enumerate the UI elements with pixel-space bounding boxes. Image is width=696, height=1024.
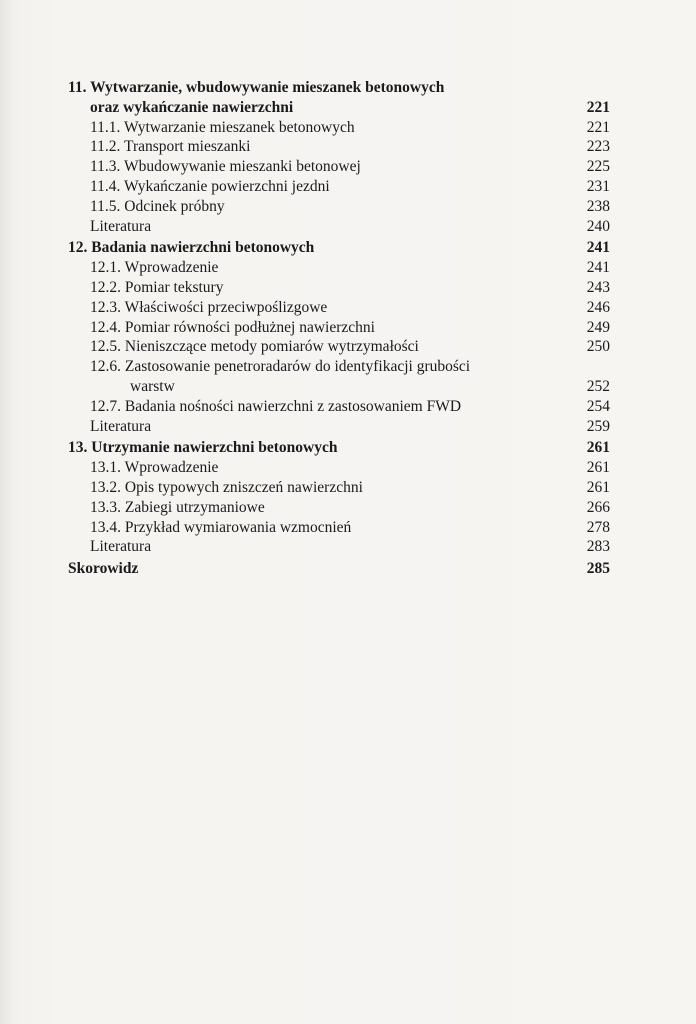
toc-entry-12-6 <box>68 377 610 397</box>
entry-title: 12.4. Pomiar równości podłużnej nawierzchni <box>90 318 375 336</box>
chapter-13-title: 13. Utrzymanie nawierzchni betonowych <box>68 439 338 457</box>
toc-entry <box>68 318 610 338</box>
entry-page: 241 <box>586 259 610 277</box>
toc-entry <box>68 518 610 538</box>
entry-page: 261 <box>586 459 610 477</box>
chapter-11-heading <box>68 98 610 118</box>
entry-page: 259 <box>586 417 610 435</box>
entry-title: 12.7. Badania nośności nawierzchni z zastosowaniem FWD <box>90 397 462 415</box>
entry-title: 12.3. Właściwości przeciwpoślizgowe <box>90 298 328 316</box>
toc-entry <box>68 458 610 478</box>
entry-page: 243 <box>586 278 610 296</box>
entry-page: 254 <box>586 397 610 415</box>
entry-page: 231 <box>586 177 610 195</box>
entry-page: 225 <box>586 158 610 176</box>
entry-title: 13.4. Przykład wymiarowania wzmocnień <box>90 518 352 536</box>
chapter-12-title: 12. Badania nawierzchni betonowych <box>68 239 315 257</box>
toc-entry <box>68 397 610 417</box>
toc-entry <box>68 197 610 217</box>
chapter-11-title-line1: 11. Wytwarzanie, wbudowywanie mieszanek betonowych <box>68 79 445 96</box>
toc-entry <box>68 118 610 138</box>
entry-page: 238 <box>586 197 610 215</box>
entry-title: Literatura <box>90 217 152 235</box>
chapter-13-page: 261 <box>586 439 610 457</box>
entry-page: 223 <box>586 138 610 156</box>
entry-title: 11.3. Wbudowywanie mieszanki betonowej <box>90 158 361 176</box>
table-of-contents <box>68 78 610 579</box>
entry-title: 11.2. Transport mieszanki <box>90 138 251 156</box>
entry-12-6-title-line2: warstw <box>130 377 175 395</box>
entry-title: 12.1. Wprowadzenie <box>90 259 219 277</box>
entry-page: 283 <box>586 538 610 556</box>
toc-entry <box>68 337 610 357</box>
chapter-11-page: 221 <box>586 98 610 116</box>
toc-entry <box>68 258 610 278</box>
toc-entry <box>68 298 610 318</box>
entry-title: Literatura <box>90 538 152 556</box>
entry-title: 12.5. Nieniszczące metody pomiarów wytrzymałości <box>90 338 419 356</box>
toc-entry <box>68 157 610 177</box>
toc-entry <box>68 478 610 498</box>
entry-title: 13.1. Wprowadzenie <box>90 459 219 477</box>
toc-entry <box>68 278 610 298</box>
entry-page: 246 <box>586 298 610 316</box>
toc-entry <box>68 137 610 157</box>
chapter-12-heading <box>68 238 610 258</box>
index-title: Skorowidz <box>68 560 139 578</box>
entry-page: 266 <box>586 498 610 516</box>
entry-title: 12.2. Pomiar tekstury <box>90 278 224 296</box>
toc-entry <box>68 537 610 557</box>
chapter-11-title-line2: oraz wykańczanie nawierzchni <box>90 98 294 116</box>
entry-page: 249 <box>586 318 610 336</box>
toc-entry <box>68 177 610 197</box>
toc-entry <box>68 498 610 518</box>
index-page: 285 <box>586 560 610 578</box>
entry-12-6-title-line1: 12.6. Zastosowanie penetroradarów do identyfikacji grubości <box>90 358 471 376</box>
entry-title: 13.3. Zabiegi utrzymaniowe <box>90 498 265 516</box>
entry-title: 11.4. Wykańczanie powierzchni jezdni <box>90 177 330 195</box>
entry-page: 240 <box>586 217 610 235</box>
toc-entry <box>68 217 610 237</box>
entry-title: 13.2. Opis typowych zniszczeń nawierzchni <box>90 478 363 496</box>
entry-12-6-page: 252 <box>586 377 610 395</box>
entry-title: 11.1. Wytwarzanie mieszanek betonowych <box>90 118 355 136</box>
entry-page: 250 <box>586 338 610 356</box>
index-heading <box>68 559 610 579</box>
entry-page: 221 <box>586 118 610 136</box>
entry-page: 278 <box>586 518 610 536</box>
entry-title: Literatura <box>90 417 152 435</box>
chapter-13-heading <box>68 438 610 458</box>
toc-entry <box>68 417 610 437</box>
chapter-12-page: 241 <box>586 239 610 257</box>
entry-title: 11.5. Odcinek próbny <box>90 197 225 215</box>
entry-page: 261 <box>586 478 610 496</box>
